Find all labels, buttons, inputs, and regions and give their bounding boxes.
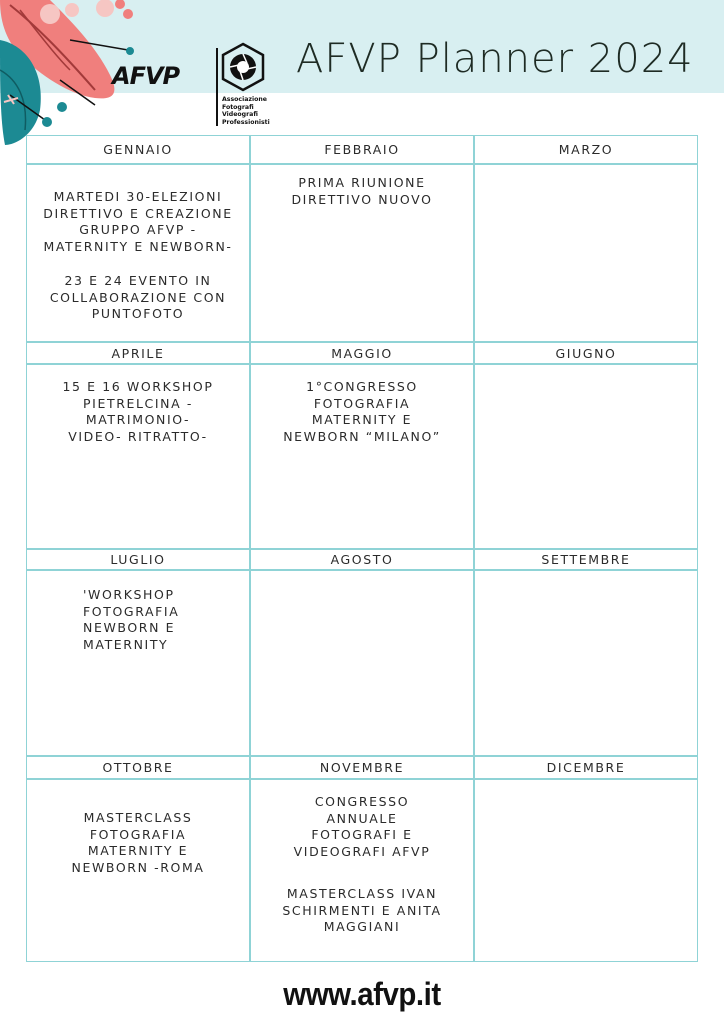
aperture-icon xyxy=(220,42,266,92)
note-text: 23 E 24 EVENTO IN COLLABORAZIONE CON PUNTOFOTO xyxy=(49,273,227,321)
month-notes-settembre xyxy=(474,570,698,756)
month-header-novembre: NOVEMBRE xyxy=(250,756,474,779)
note-text: 15 E 16 WORKSHOP PIETRELCINA -MATRIMONIO- VIDEO- RITRATTO- xyxy=(62,379,214,444)
note-text: MASTERCLASS FOTOGRAFIA MATERNITY E NEWBORN -ROMA xyxy=(71,810,205,875)
month-notes-novembre xyxy=(250,779,474,962)
month-header-aprile: APRILE xyxy=(26,342,250,364)
month-notes-ottobre xyxy=(26,779,250,962)
month-notes-giugno xyxy=(474,364,698,549)
month-header-marzo: MARZO xyxy=(474,135,698,164)
note-text: 1°CONGRESSO FOTOGRAFIA MATERNITY E NEWBORN “MILANO” xyxy=(283,379,441,444)
month-notes-gennaio xyxy=(26,164,250,342)
month-notes-agosto xyxy=(250,570,474,756)
month-header-gennaio: GENNAIO xyxy=(26,135,250,164)
note-text: MARTEDI 30-ELEZIONI DIRETTIVO E CREAZIONE GRUPPO AFVP -MATERNITY E NEWBORN- xyxy=(43,189,233,254)
month-header-febbraio: FEBBRAIO xyxy=(250,135,474,164)
month-header-giugno: GIUGNO xyxy=(474,342,698,364)
month-notes-maggio xyxy=(250,364,474,549)
note-text: CONGRESSO ANNUALE FOTOGRAFI E VIDEOGRAFI AFVP xyxy=(293,794,431,859)
website-link[interactable]: www.afvp.it xyxy=(283,976,441,1012)
month-header-agosto: AGOSTO xyxy=(250,549,474,570)
logo-divider xyxy=(216,48,218,126)
logo-subtitle: Associazione Fotografi Videografi Professionisti xyxy=(222,96,270,126)
month-notes-febbraio xyxy=(250,164,474,342)
month-notes-dicembre xyxy=(474,779,698,962)
note-text: MASTERCLASS IVAN SCHIRMENTI E ANITA MAGGIANI xyxy=(282,886,442,934)
month-header-ottobre: OTTOBRE xyxy=(26,756,250,779)
month-header-maggio: MAGGIO xyxy=(250,342,474,364)
month-notes-luglio xyxy=(26,570,250,756)
month-header-luglio: LUGLIO xyxy=(26,549,250,570)
month-header-settembre: SETTEMBRE xyxy=(474,549,698,570)
month-notes-aprile xyxy=(26,364,250,549)
afvp-logo: AFVP xyxy=(112,62,180,90)
month-notes-marzo xyxy=(474,164,698,342)
page-title: AFVP Planner 2024 xyxy=(296,36,694,82)
month-header-dicembre: DICEMBRE xyxy=(474,756,698,779)
note-text: PRIMA RIUNIONE DIRETTIVO NUOVO xyxy=(291,175,433,207)
note-text: 'WORKSHOP FOTOGRAFIA NEWBORN E MATERNITY xyxy=(83,587,180,652)
